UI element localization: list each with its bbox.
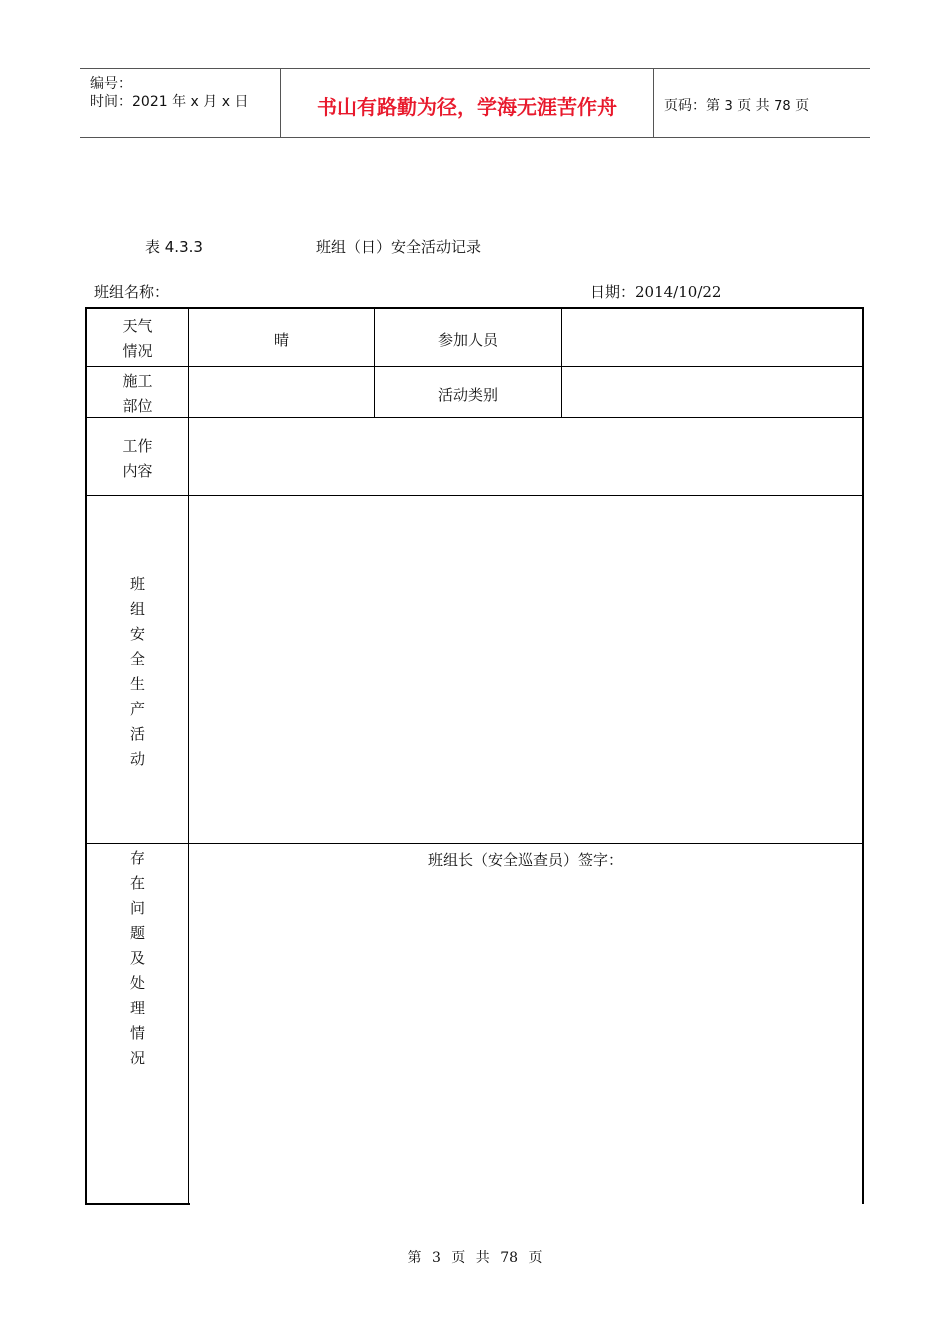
safety-label-char: 产 xyxy=(129,700,145,718)
weather-label-line1: 天气 xyxy=(122,317,153,335)
issues-label-char: 在 xyxy=(129,874,145,892)
safety-activity-label xyxy=(86,572,189,772)
row-divider-4 xyxy=(85,843,864,844)
safety-label-char: 全 xyxy=(129,650,145,668)
weather-value: 晴 xyxy=(273,331,289,349)
date-label: 日期：2014/10/22 xyxy=(590,283,722,301)
issues-label-char: 况 xyxy=(129,1049,145,1067)
page-total: 78 xyxy=(774,99,791,114)
issues-label-char: 题 xyxy=(129,924,145,942)
issues-label-char: 存 xyxy=(129,849,145,867)
safety-label-char: 组 xyxy=(129,600,145,618)
table-border-bottom xyxy=(85,1203,190,1205)
page-prefix: 页码：第 xyxy=(664,98,720,114)
site-field[interactable] xyxy=(189,384,374,404)
page-footer: 第 3 页 共 78 页 xyxy=(407,1250,543,1266)
issues-label-char: 理 xyxy=(129,999,145,1017)
motto: 书山有路勤为径，学海无涯苦作舟 xyxy=(317,95,617,119)
issues-label-char: 问 xyxy=(129,899,145,917)
work-content-field[interactable] xyxy=(189,440,862,480)
work-label-line2: 内容 xyxy=(122,462,153,480)
safety-activity-field[interactable] xyxy=(189,500,862,840)
table-border-right xyxy=(862,307,864,1204)
activity-type-label: 活动类别 xyxy=(437,386,498,404)
work-label-line1: 工作 xyxy=(122,437,153,455)
site-label-line1: 施工 xyxy=(122,372,153,390)
issues-label-char: 情 xyxy=(129,1024,145,1042)
weather-label-line2: 情况 xyxy=(122,342,153,360)
issues-label-char: 处 xyxy=(129,974,145,992)
safety-label-char: 安 xyxy=(129,625,145,643)
team-name-label: 班组名称： xyxy=(94,283,170,301)
signature-label: 班组长（安全巡查员）签字： xyxy=(427,851,623,869)
issues-label xyxy=(86,846,189,1071)
row-divider-1 xyxy=(85,366,864,367)
issues-label-char: 及 xyxy=(129,949,145,967)
participants-field[interactable] xyxy=(562,329,862,349)
header-center-cell xyxy=(281,69,654,137)
table-border-top xyxy=(85,307,864,309)
header-right-cell xyxy=(654,69,870,137)
page-current: 3 xyxy=(724,99,733,114)
safety-label-char: 生 xyxy=(129,675,145,693)
header-left-cell xyxy=(80,69,281,137)
page-info xyxy=(664,95,809,115)
form-title: 班组（日）安全活动记录 xyxy=(316,238,482,256)
work-content-label xyxy=(86,434,189,484)
time-label: 时间：2021 年 x 月 x 日 xyxy=(90,94,249,110)
activity-type-field[interactable] xyxy=(562,384,862,404)
page-header xyxy=(80,68,870,138)
page-suffix: 页 xyxy=(795,98,810,114)
weather-label xyxy=(86,314,189,364)
participants-label: 参加人员 xyxy=(437,331,498,349)
row-divider-3 xyxy=(85,495,864,496)
safety-label-char: 动 xyxy=(129,750,145,768)
safety-label-char: 活 xyxy=(129,725,145,743)
row-divider-2 xyxy=(85,417,864,418)
site-label-line2: 部位 xyxy=(122,397,153,415)
serial-label: 编号： xyxy=(90,76,132,92)
safety-label-char: 班 xyxy=(129,575,145,593)
site-label xyxy=(86,369,189,419)
page-mid: 页 共 xyxy=(737,98,770,114)
table-number: 表 4.3.3 xyxy=(145,238,203,256)
